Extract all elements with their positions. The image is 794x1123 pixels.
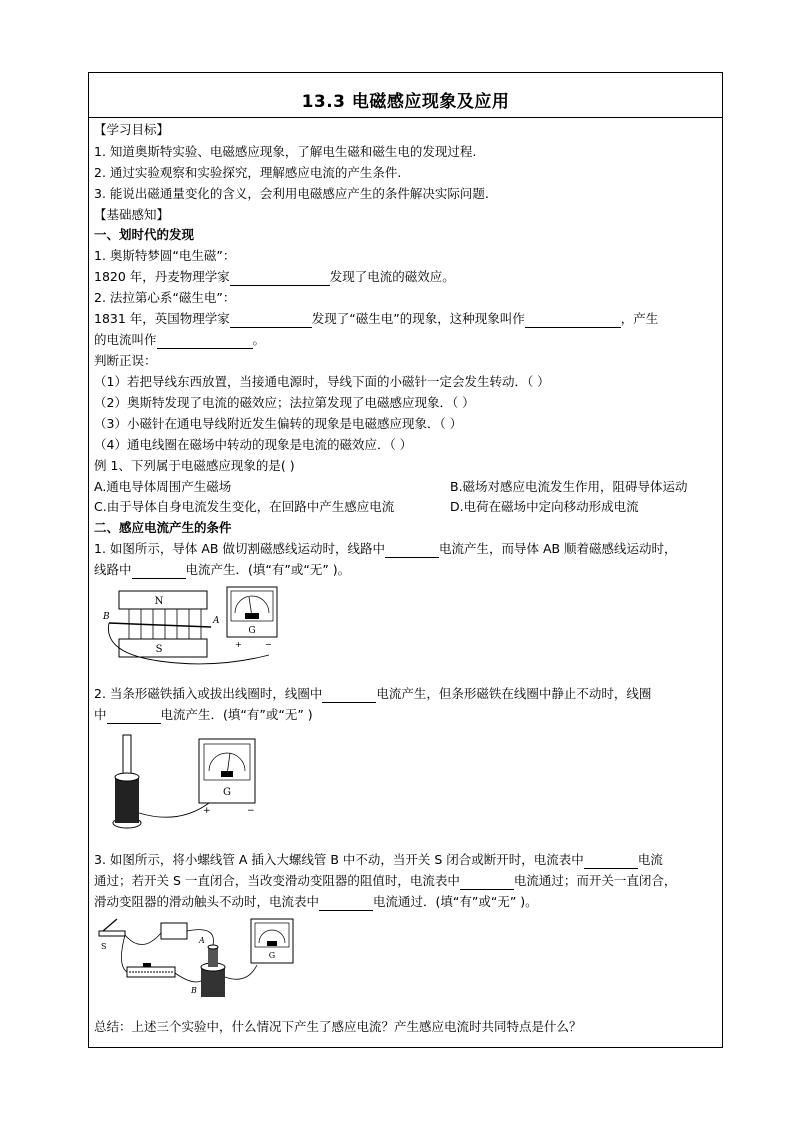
answer-blank[interactable] <box>460 876 514 890</box>
worksheet-frame <box>88 72 723 1048</box>
q1-title: 1. 奥斯特梦圆“电生磁”： <box>94 248 236 263</box>
objective-2: 2. 通过实验观察和实验探究，理解感应电流的产生条件. <box>94 165 402 180</box>
c2-line-1: 2. 当条形磁铁插入或拔出线圈时，线圈中 电流产生，但条形磁铁在线圈中静止不动时，线圈 <box>94 686 652 701</box>
answer-blank[interactable] <box>132 565 186 579</box>
c3-line-1: 3. 如图所示，将小螺线管 A 插入大螺线管 B 中不动，当开关 S 闭合或断开时，电流表中 电流 <box>94 852 663 867</box>
label-b: B <box>191 986 197 995</box>
label-n: N <box>154 596 164 607</box>
label-minus: − <box>247 806 255 816</box>
label-s: S <box>155 644 163 655</box>
label-s: S <box>101 942 107 951</box>
label-g: G <box>223 787 231 798</box>
answer-blank[interactable] <box>319 897 373 911</box>
label-plus: + <box>235 640 242 649</box>
answer-blank[interactable] <box>385 544 439 558</box>
basic-header: 【基础感知】 <box>94 207 170 222</box>
judge-item: （3）小磁针在通电导线附近发生偏转的现象是电磁感应现象．（ ） <box>94 416 463 431</box>
section-2-title: 二、感应电流产生的条件 <box>94 520 232 535</box>
answer-blank[interactable] <box>584 855 638 869</box>
label-plus: + <box>203 806 211 816</box>
q1-line: 1820 年，丹麦物理学家 发现了电流的磁效应。 <box>94 269 455 284</box>
label-a: A <box>199 936 205 945</box>
answer-blank[interactable] <box>322 689 376 703</box>
option-b: B.磁场对感应电流发生作用，阻碍导体运动 <box>450 479 688 494</box>
c2-line-2: 中 电流产生．(填“有”或“无” ) <box>94 707 313 722</box>
judge-item: （4）通电线圈在磁场中转动的现象是电流的磁效应．（ ） <box>94 437 413 452</box>
summary: 总结：上述三个实验中，什么情况下产生了感应电流？产生感应电流时共同特点是什么？ <box>94 1019 582 1034</box>
q2-title: 2. 法拉第心系“磁生电”： <box>94 290 236 305</box>
answer-blank[interactable] <box>107 710 161 724</box>
figure-1-magnet-apparatus <box>99 583 279 665</box>
title-row <box>89 73 722 118</box>
q2-line: 1831 年，英国物理学家 发现了“磁生电”的现象，这种现象叫作 ，产生 <box>94 311 659 326</box>
c3-line-3: 滑动变阻器的滑动触头不动时，电流表中 电流通过．(填“有”或“无” )。 <box>94 894 538 909</box>
c1-line-2: 线路中 电流产生．(填“有”或“无” )。 <box>94 562 351 577</box>
c3-line-2: 通过；若开关 S 一直闭合，当改变滑动变阻器的阻值时，电流表中 电流通过；而开关一直闭合， <box>94 873 677 888</box>
objective-1: 1. 知道奥斯特实验、电磁感应现象，了解电生磁和磁生电的发现过程. <box>94 144 477 159</box>
judge-title: 判断正误： <box>94 353 157 368</box>
label-a: A <box>213 616 220 626</box>
solenoid-a <box>208 945 218 967</box>
label-minus: − <box>265 640 272 649</box>
solenoid-b <box>201 963 225 997</box>
option-d: D.电荷在磁场中定向移动形成电流 <box>450 499 639 514</box>
conductor-ab <box>109 623 211 627</box>
galvanometer <box>227 587 277 649</box>
section-1-title: 一、划时代的发现 <box>94 227 195 242</box>
answer-blank[interactable] <box>230 314 312 328</box>
power-supply <box>161 923 187 939</box>
coil <box>113 773 141 828</box>
judge-item: （1）若把导线东西放置，当接通电源时，导线下面的小磁针一定会发生转动．（ ） <box>94 374 550 389</box>
figure-2-coil-apparatus <box>109 733 259 833</box>
judge-item: （2）奥斯特发现了电流的磁效应；法拉第发现了电磁感应现象．（ ） <box>94 395 475 410</box>
c1-line-1: 1. 如图所示，导体 AB 做切割磁感线运动时，线路中 电流产生，而导体 AB 顺着磁感线运动时， <box>94 541 677 556</box>
option-c: C.由于导体自身电流发生变化，在回路中产生感应电流 <box>94 499 395 514</box>
objective-3: 3. 能说出磁通量变化的含义，会利用电磁感应产生的条件解决实际问题. <box>94 186 489 201</box>
page-title: 13.3 电磁感应现象及应用 <box>301 92 510 112</box>
example-1: 例 1、下列属于电磁感应现象的是( ) <box>94 458 295 473</box>
label-g: G <box>248 626 256 636</box>
answer-blank[interactable] <box>525 314 621 328</box>
option-a: A.通电导体周围产生磁场 <box>94 479 232 494</box>
rheostat <box>127 963 175 977</box>
label-b: B <box>103 612 110 622</box>
galvanometer <box>251 919 293 963</box>
q2-line-2: 的电流叫作 。 <box>94 332 266 347</box>
bar-magnet <box>123 735 131 775</box>
switch-s <box>99 919 125 951</box>
answer-blank[interactable] <box>157 335 253 349</box>
label-g: G <box>268 951 276 960</box>
objectives-header: 【学习目标】 <box>94 122 170 137</box>
answer-blank[interactable] <box>230 272 330 286</box>
figure-3-solenoid-apparatus <box>97 915 307 1005</box>
